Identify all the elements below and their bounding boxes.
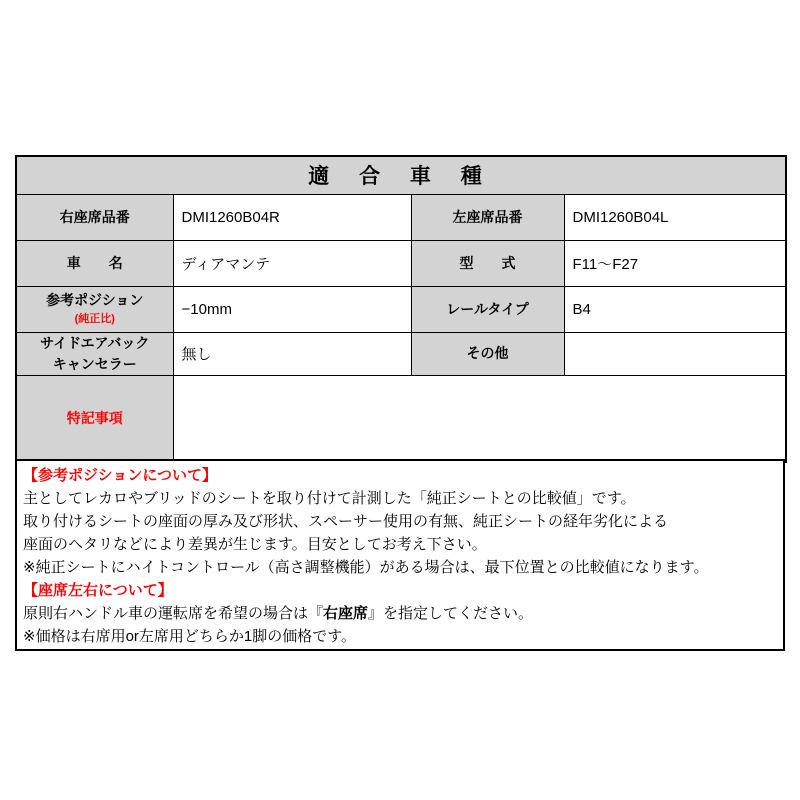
- value-car-name: ディアマンテ: [173, 240, 411, 286]
- value-model-code: F11～F27: [564, 240, 786, 286]
- value-special-notes: [173, 375, 786, 462]
- table-row: [16, 286, 786, 332]
- fitment-table: [15, 155, 787, 463]
- notes-box: [15, 459, 785, 651]
- side-airbag-label-line1: サイドエアバック: [40, 335, 150, 352]
- label-reference-position: [16, 286, 173, 332]
- seat-note-line-1-prefix: 原則右ハンドル車の運転席を希望の場合は『: [23, 605, 324, 622]
- label-model-code: 型 式: [411, 240, 564, 286]
- genuine-comparison-sublabel: (純正比): [74, 313, 115, 326]
- value-rail-type: B4: [564, 286, 786, 332]
- label-special-notes: 特記事項: [16, 375, 173, 462]
- reference-position-label-text: 参考ポジション: [46, 291, 144, 308]
- label-other: その他: [411, 332, 564, 375]
- seat-note-line-1: [23, 602, 777, 625]
- value-side-airbag-canceller: 無し: [173, 332, 411, 375]
- table-row: [16, 194, 786, 240]
- seat-note-line-2: ※価格は右席用or左席用どちらか1脚の価格です。: [23, 628, 357, 645]
- heading-seat-side-note: 【座席左右について】: [23, 582, 173, 599]
- position-note-line: 取り付けるシートの座面の厚み及び形状、スペーサー使用の有無、純正シートの経年劣化による: [23, 513, 669, 530]
- value-left-seat-part-no: DMI1260B04L: [564, 194, 786, 240]
- side-airbag-label-line2: キャンセラー: [52, 355, 137, 372]
- table-title: 適 合 車 種: [16, 156, 786, 194]
- label-side-airbag-canceller: [16, 332, 173, 375]
- label-car-name: 車 名: [16, 240, 173, 286]
- table-header-row: [16, 156, 786, 194]
- table-row: [16, 240, 786, 286]
- position-note-line: 主としてレカロやブリッドのシートを取り付けて計測した「純正シートとの比較値」です。: [23, 490, 636, 507]
- label-right-seat-part-no: 右座席品番: [16, 194, 173, 240]
- label-rail-type: レールタイプ: [411, 286, 564, 332]
- table-row: [16, 332, 786, 375]
- heading-reference-position-note: 【参考ポジションについて】: [23, 467, 218, 484]
- label-left-seat-part-no: 左座席品番: [411, 194, 564, 240]
- seat-note-line-1-suffix: 』を指定してください。: [368, 605, 534, 622]
- position-note-line: ※純正シートにハイトコントロール（高さ調整機能）がある場合は、最下位置との比較値になります。: [23, 559, 709, 576]
- seat-note-right-seat-bold: 右座席: [323, 605, 369, 622]
- value-reference-position: −10mm: [173, 286, 411, 332]
- value-other: [564, 332, 786, 375]
- position-note-line: 座面のヘタリなどにより差異が生じます。目安としてお考え下さい。: [23, 536, 487, 553]
- table-row-special-notes: [16, 375, 786, 462]
- value-right-seat-part-no: DMI1260B04R: [173, 194, 411, 240]
